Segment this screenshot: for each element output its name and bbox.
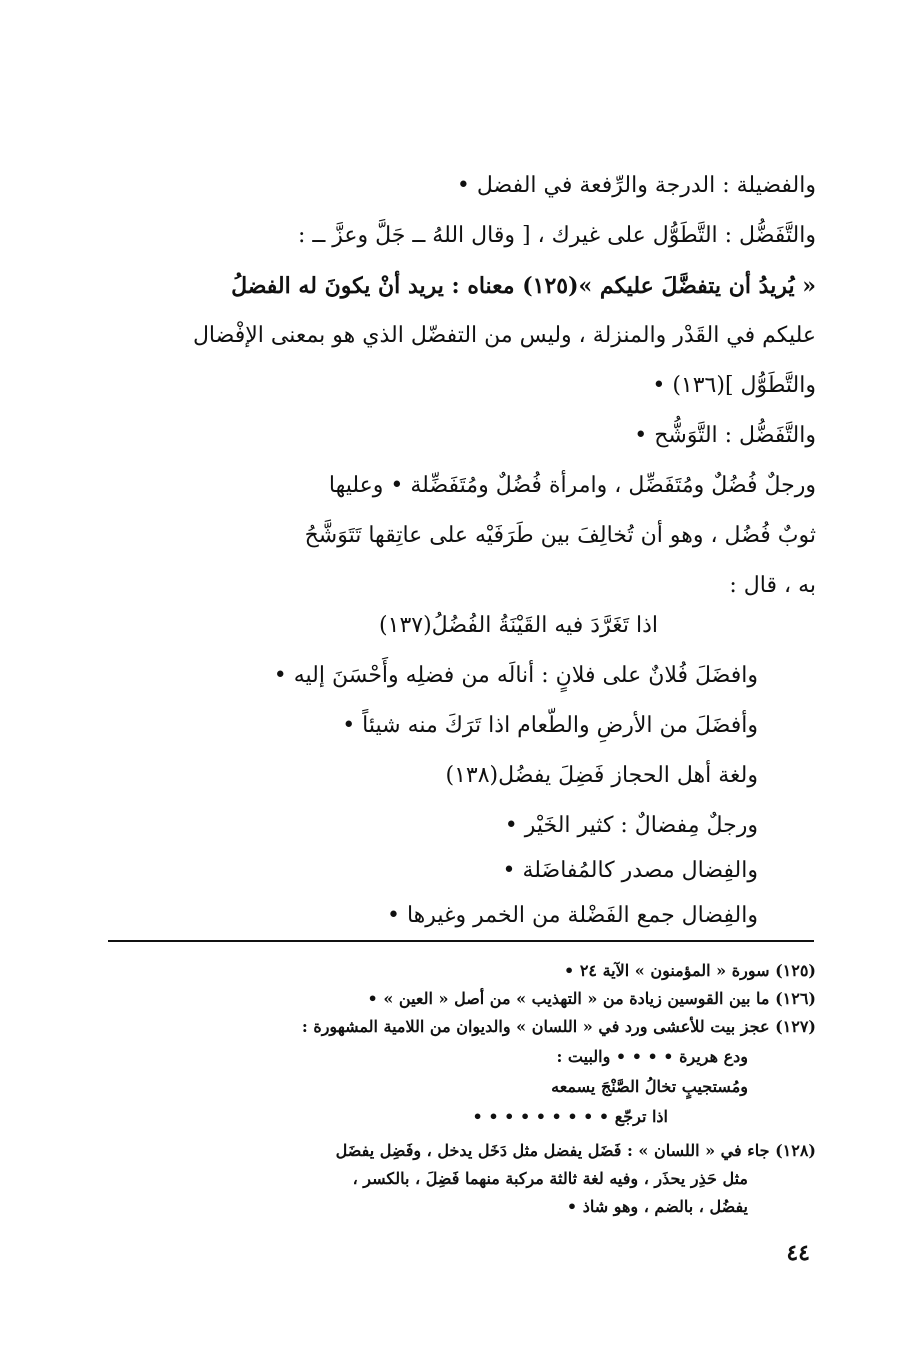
body-line: ورجلٌ فُضُلٌ ومُتَفَضِّل ، وامرأة فُضُلٌ ومُتَفَضِّلة • وعليها: [328, 473, 816, 498]
footnote: (١٢٦) ما بين القوسين زيادة من « التهذيب » من أصل « العين » •: [367, 989, 816, 1008]
body-line: والفِضال جمع الفَضْلة من الخمر وغيرها •: [386, 903, 758, 928]
footnote-line: ودع هريرة • • • • والبيت :: [556, 1047, 748, 1066]
verse-line: اذا تَغَرَّدَ فيه القَيْنَةُ الفُضُلُ(١٣٧): [379, 613, 658, 638]
body-line: « يُريدُ أن يتفضَّلَ عليكم »(١٢٥) معناه : يريد أنْ يكونَ له الفضلُ: [231, 273, 816, 299]
body-line: وافضَلَ فُلانٌ على فلانٍ : أنالَه من فضلِه وأَحْسَنَ إليه •: [273, 663, 758, 688]
body-line: والفِضال مصدر كالمُفاضَلة •: [502, 858, 758, 883]
footnote-separator: [108, 940, 814, 942]
body-line: ولغة أهل الحجاز فَضِلَ يفضُل(١٣٨): [445, 763, 758, 788]
page-number: ٤٤: [786, 1240, 810, 1266]
body-line: والتَّطَوُّل ](١٣٦) •: [652, 373, 816, 398]
footnote: (١٢٧) عجز بيت للأعشى ورد في « اللسان » والديوان من اللامية المشهورة :: [301, 1017, 816, 1036]
footnote-line: يفضُل ، بالضم ، وهو شاذ •: [566, 1197, 748, 1216]
footnote-line: مثل حَذِر يحذَر ، وفيه لغة ثالثة مركبة منهما فَضِلَ ، بالكسر ،: [352, 1169, 748, 1188]
body-line: به ، قال :: [729, 573, 816, 598]
body-line: والفضيلة : الدرجة والرِّفعة في الفضل •: [456, 173, 816, 198]
body-line: وأفضَلَ من الأرضِ والطّعام اذا تَرَكَ منه شيئاً •: [342, 713, 758, 738]
footnote-verse: ومُستجيبٍ تخالُ الصَّنْجَ يسمعه: [551, 1077, 748, 1096]
body-line: ورجلٌ مِفضالٌ : كثير الخَيْر •: [504, 813, 758, 838]
footnote-verse: اذا ترجّع • • • • • • • • •: [472, 1107, 668, 1126]
body-line: والتَّفَضُّل : التَّطَوُّل على غيرك ، [ وقال اللهُ ــ جَلَّ وعزَّ ــ :: [297, 223, 816, 248]
footnote: (١٢٨) جاء في « اللسان » : فَضَل يفضل مثل دَخَل يدخل ، وفَضِل يفضَل: [335, 1141, 816, 1160]
footnote: (١٢٥) سورة « المؤمنون » الآية ٢٤ •: [564, 961, 816, 980]
body-line: ثوبٌ فُضُل ، وهو أن تُخالِفَ بين طَرَفَيْه على عاتِقها تَتَوَشَّحُ: [304, 523, 816, 548]
body-line: عليكم في القَدْر والمنزلة ، وليس من التفضّل الذي هو بمعنى الإفْضال: [192, 323, 816, 348]
body-line: والتَّفَضُّل : التَّوَشُّح •: [634, 423, 816, 448]
